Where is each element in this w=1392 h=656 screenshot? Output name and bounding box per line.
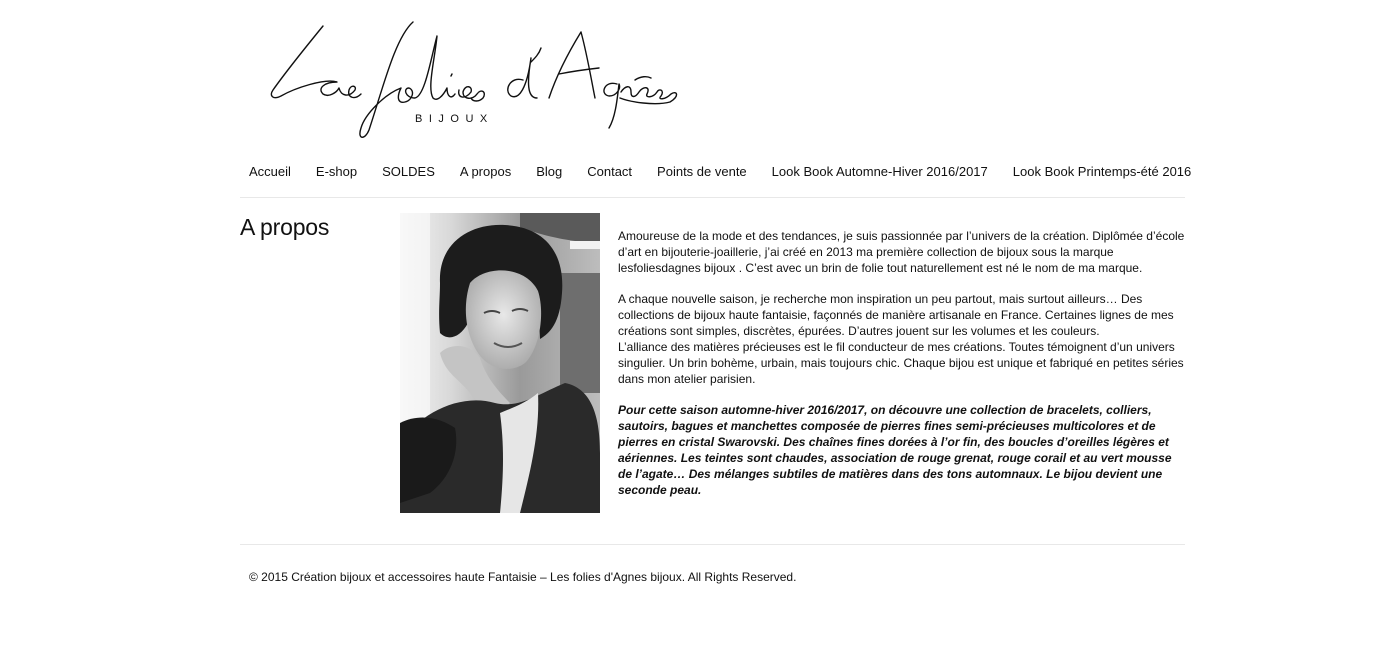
about-paragraph-3: L’alliance des matières précieuses est le fil conducteur de mes créations. Toutes témoignent d’un univers singulier. Un brin bohème, urbain, mais toujours chic. Chaque bijou est unique et fabriqué en petites séries dans mon atelier parisien. (618, 340, 1184, 386)
nav-divider (240, 197, 1185, 198)
nav-item-eshop[interactable]: E-shop (315, 164, 358, 179)
about-paragraph-season: Pour cette saison automne-hiver 2016/2017, on découvre une collection de bracelets, colliers, sautoirs, bagues et manchettes composée de pierres fines semi-précieuses multicolores et de pierres en cristal Swarovski. Des chaînes fines dorées à l’or fin, des boucles d’oreilles légères et aériennes. Les teintes sont chaudes, association de rouge grenat, rouge corail et au vert mousse de l’agate… Des mélanges subtiles de matières dans des tons automnaux. Le bijou devient une seconde peau. (618, 403, 1172, 497)
nav-item-lookbook-ah[interactable]: Look Book Automne-Hiver 2016/2017 (771, 164, 988, 179)
nav-item-soldes[interactable]: SOLDES (382, 164, 435, 179)
portrait-photo (400, 213, 600, 513)
footer-divider (240, 544, 1185, 545)
nav-item-points-de-vente[interactable]: Points de vente (657, 164, 747, 179)
about-paragraph-2-text: A chaque nouvelle saison, je recherche mon inspiration un peu partout, mais surtout ailleurs… Des collections de bijoux haute fantaisie, façonnés de manière artisanale en France. Certaines lignes de mes créations sont simples, discrètes, épurées. D’autres jouent sur les volumes et les couleurs. (618, 292, 1174, 338)
page-title: A propos (240, 214, 330, 240)
main-navigation (240, 163, 1192, 183)
nav-item-accueil[interactable]: Accueil (249, 164, 291, 179)
portrait-image (400, 213, 600, 513)
nav-item-blog[interactable]: Blog (536, 164, 563, 179)
about-paragraph-1: Amoureuse de la mode et des tendances, je suis passionnée par l’univers de la création. Diplômée d’école d’art en bijouterie-joaillerie, j’ai créé en 2013 ma première collection de bijoux sous la marque lesfoliesdagnes bijoux . C’est avec un brin de folie tout naturellement est né le nom de ma marque. (618, 229, 1185, 275)
footer-copyright: © 2015 Création bijoux et accessoires haute Fantaisie – Les folies d'Agnes bijoux. All Rights Reserved. (249, 570, 797, 584)
logo-sub-text: BIJOUX (415, 113, 494, 125)
about-paragraph-2 (618, 291, 1188, 339)
about-content (618, 228, 1188, 513)
nav-item-a-propos[interactable]: A propos (459, 164, 512, 179)
site-logo[interactable] (265, 18, 680, 143)
logo-signature (265, 18, 680, 143)
nav-item-contact[interactable]: Contact (587, 164, 633, 179)
nav-item-lookbook-pe[interactable]: Look Book Printemps-été 2016 (1012, 164, 1192, 179)
